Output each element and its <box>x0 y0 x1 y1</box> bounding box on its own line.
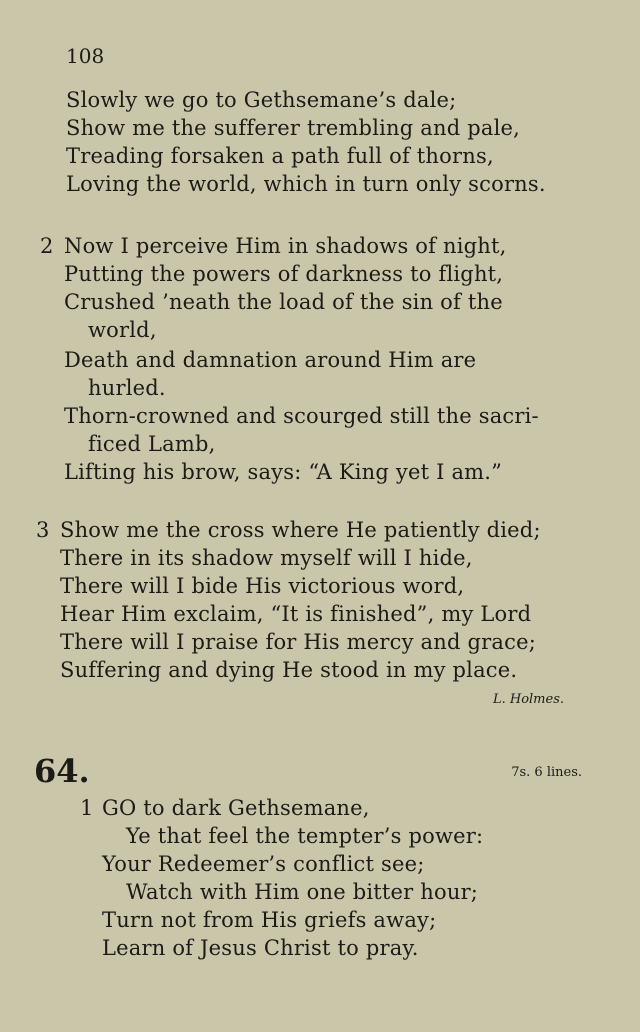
verse-line: Suffering and dying He stood in my place. <box>60 658 518 682</box>
verse-line: Lifting his brow, says: “A King yet I am.” <box>64 460 503 484</box>
stanza-number: 2 <box>40 234 54 258</box>
verse-line: Treading forsaken a path full of thorns, <box>66 144 494 168</box>
verse-line: Slowly we go to Gethsemane’s dale; <box>66 88 457 112</box>
verse-line: Hear Him exclaim, “It is finished”, my Lord <box>60 602 532 626</box>
verse-line: Show me the cross where He patiently died; <box>60 518 541 542</box>
verse-line: Show me the sufferer trembling and pale, <box>66 116 521 140</box>
verse-line: world, <box>88 318 157 342</box>
stanza-number: 3 <box>36 518 50 542</box>
verse-line: Your Redeemer’s conflict see; <box>102 852 425 876</box>
verse-line: GO to dark Gethsemane, <box>102 796 370 820</box>
verse-line: Learn of Jesus Christ to pray. <box>102 936 419 960</box>
verse-line: Now I perceive Him in shadows of night, <box>64 234 507 258</box>
hymn-meter: 7s. 6 lines. <box>511 765 582 780</box>
verse-line: Turn not from His griefs away; <box>102 908 437 932</box>
verse-line: Putting the powers of darkness to flight, <box>64 262 504 286</box>
verse-line: ficed Lamb, <box>88 432 216 456</box>
verse-line: There in its shadow myself will I hide, <box>60 546 473 570</box>
page-number: 108 <box>66 44 105 68</box>
author-attribution: L. Holmes. <box>492 692 564 707</box>
verse-line: Ye that feel the tempter’s power: <box>126 824 484 848</box>
verse-line: Loving the world, which in turn only scorns. <box>66 172 546 196</box>
stanza-number: 1 <box>80 796 94 820</box>
verse-line: There will I praise for His mercy and grace; <box>60 630 536 654</box>
verse-line: Watch with Him one bitter hour; <box>126 880 479 904</box>
verse-line: Thorn-crowned and scourged still the sacri- <box>64 404 539 428</box>
hymn-number: 64. <box>34 752 90 790</box>
verse-line: Death and damnation around Him are <box>64 348 477 372</box>
verse-line: There will I bide His victorious word, <box>60 574 465 598</box>
verse-line: Crushed ’neath the load of the sin of the <box>64 290 503 314</box>
verse-line: hurled. <box>88 376 166 400</box>
